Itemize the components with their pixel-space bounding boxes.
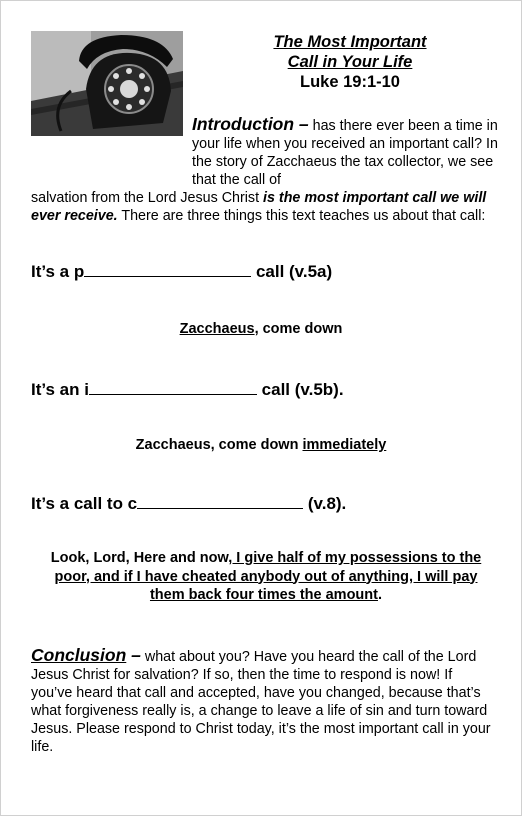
point-2-sub-plain: Zacchaeus, come down bbox=[135, 437, 303, 453]
point-2 bbox=[31, 380, 344, 400]
quote-plain: Look, Lord, Here and now bbox=[50, 550, 229, 566]
point-1-sub-rest: , come down bbox=[254, 321, 343, 337]
scripture-reference: Luke 19:1-10 bbox=[300, 73, 400, 91]
point-1-blank[interactable] bbox=[84, 262, 251, 277]
point-1-sub-underlined: Zacchaeus bbox=[179, 321, 255, 337]
point-3 bbox=[31, 494, 346, 514]
point-1 bbox=[31, 262, 332, 282]
intro-label: Introduction – bbox=[192, 114, 309, 134]
intro-text-a: has there ever been a time in your life when you received an important call? In the story of Zacchaeus the tax collector, we see that the call of bbox=[192, 118, 498, 188]
point-3-prefix: It’s a call to c bbox=[31, 494, 138, 513]
zacchaeus-quote bbox=[40, 549, 492, 605]
point-1-prefix: It’s a p bbox=[31, 262, 85, 281]
title-line-2: Call in Your Life bbox=[287, 53, 413, 71]
point-2-sub-underlined: immediately bbox=[302, 437, 387, 453]
conclusion-paragraph bbox=[31, 646, 493, 756]
point-2-subtext bbox=[0, 436, 522, 454]
point-1-subtext bbox=[0, 320, 522, 338]
intro-full-width-part bbox=[31, 189, 499, 225]
conclusion-text: what about you? Have you heard the call of the Lord Jesus Christ for salvation? If so, then the time to respond is now! If you’ve heard that call and accepted, have you changed, because that’s what forgiveness really is, a change to leave a life of sin and turn toward Jesus. Please respond to Christ today, it’s the most important call in your life. bbox=[31, 649, 491, 755]
quote-end: . bbox=[377, 587, 383, 603]
intro-emphasis: is the most important call we will ever receive. bbox=[31, 190, 487, 224]
point-2-blank[interactable] bbox=[89, 380, 257, 395]
intro-text-a-rest: salvation from the Lord Jesus Christ bbox=[31, 190, 264, 206]
point-2-suffix: call (v.5b). bbox=[256, 380, 344, 399]
conclusion-dash: – bbox=[126, 645, 141, 665]
intro-text-b: There are three things this text teaches us about that call: bbox=[117, 208, 486, 224]
point-1-suffix: call (v.5a) bbox=[251, 262, 333, 281]
quote-underlined: , I give half of my possessions to the poor, and if I have cheated anybody out of anything, I will pay them back four times the amount bbox=[54, 550, 482, 603]
introduction-paragraph bbox=[31, 115, 499, 225]
title-block bbox=[230, 32, 470, 92]
title-line-1: The Most Important bbox=[273, 33, 427, 51]
conclusion-label: Conclusion bbox=[31, 645, 127, 665]
point-3-suffix: (v.8). bbox=[303, 494, 347, 513]
point-3-blank[interactable] bbox=[137, 494, 303, 509]
intro-indented-part bbox=[31, 115, 499, 189]
point-2-prefix: It’s an i bbox=[31, 380, 89, 399]
